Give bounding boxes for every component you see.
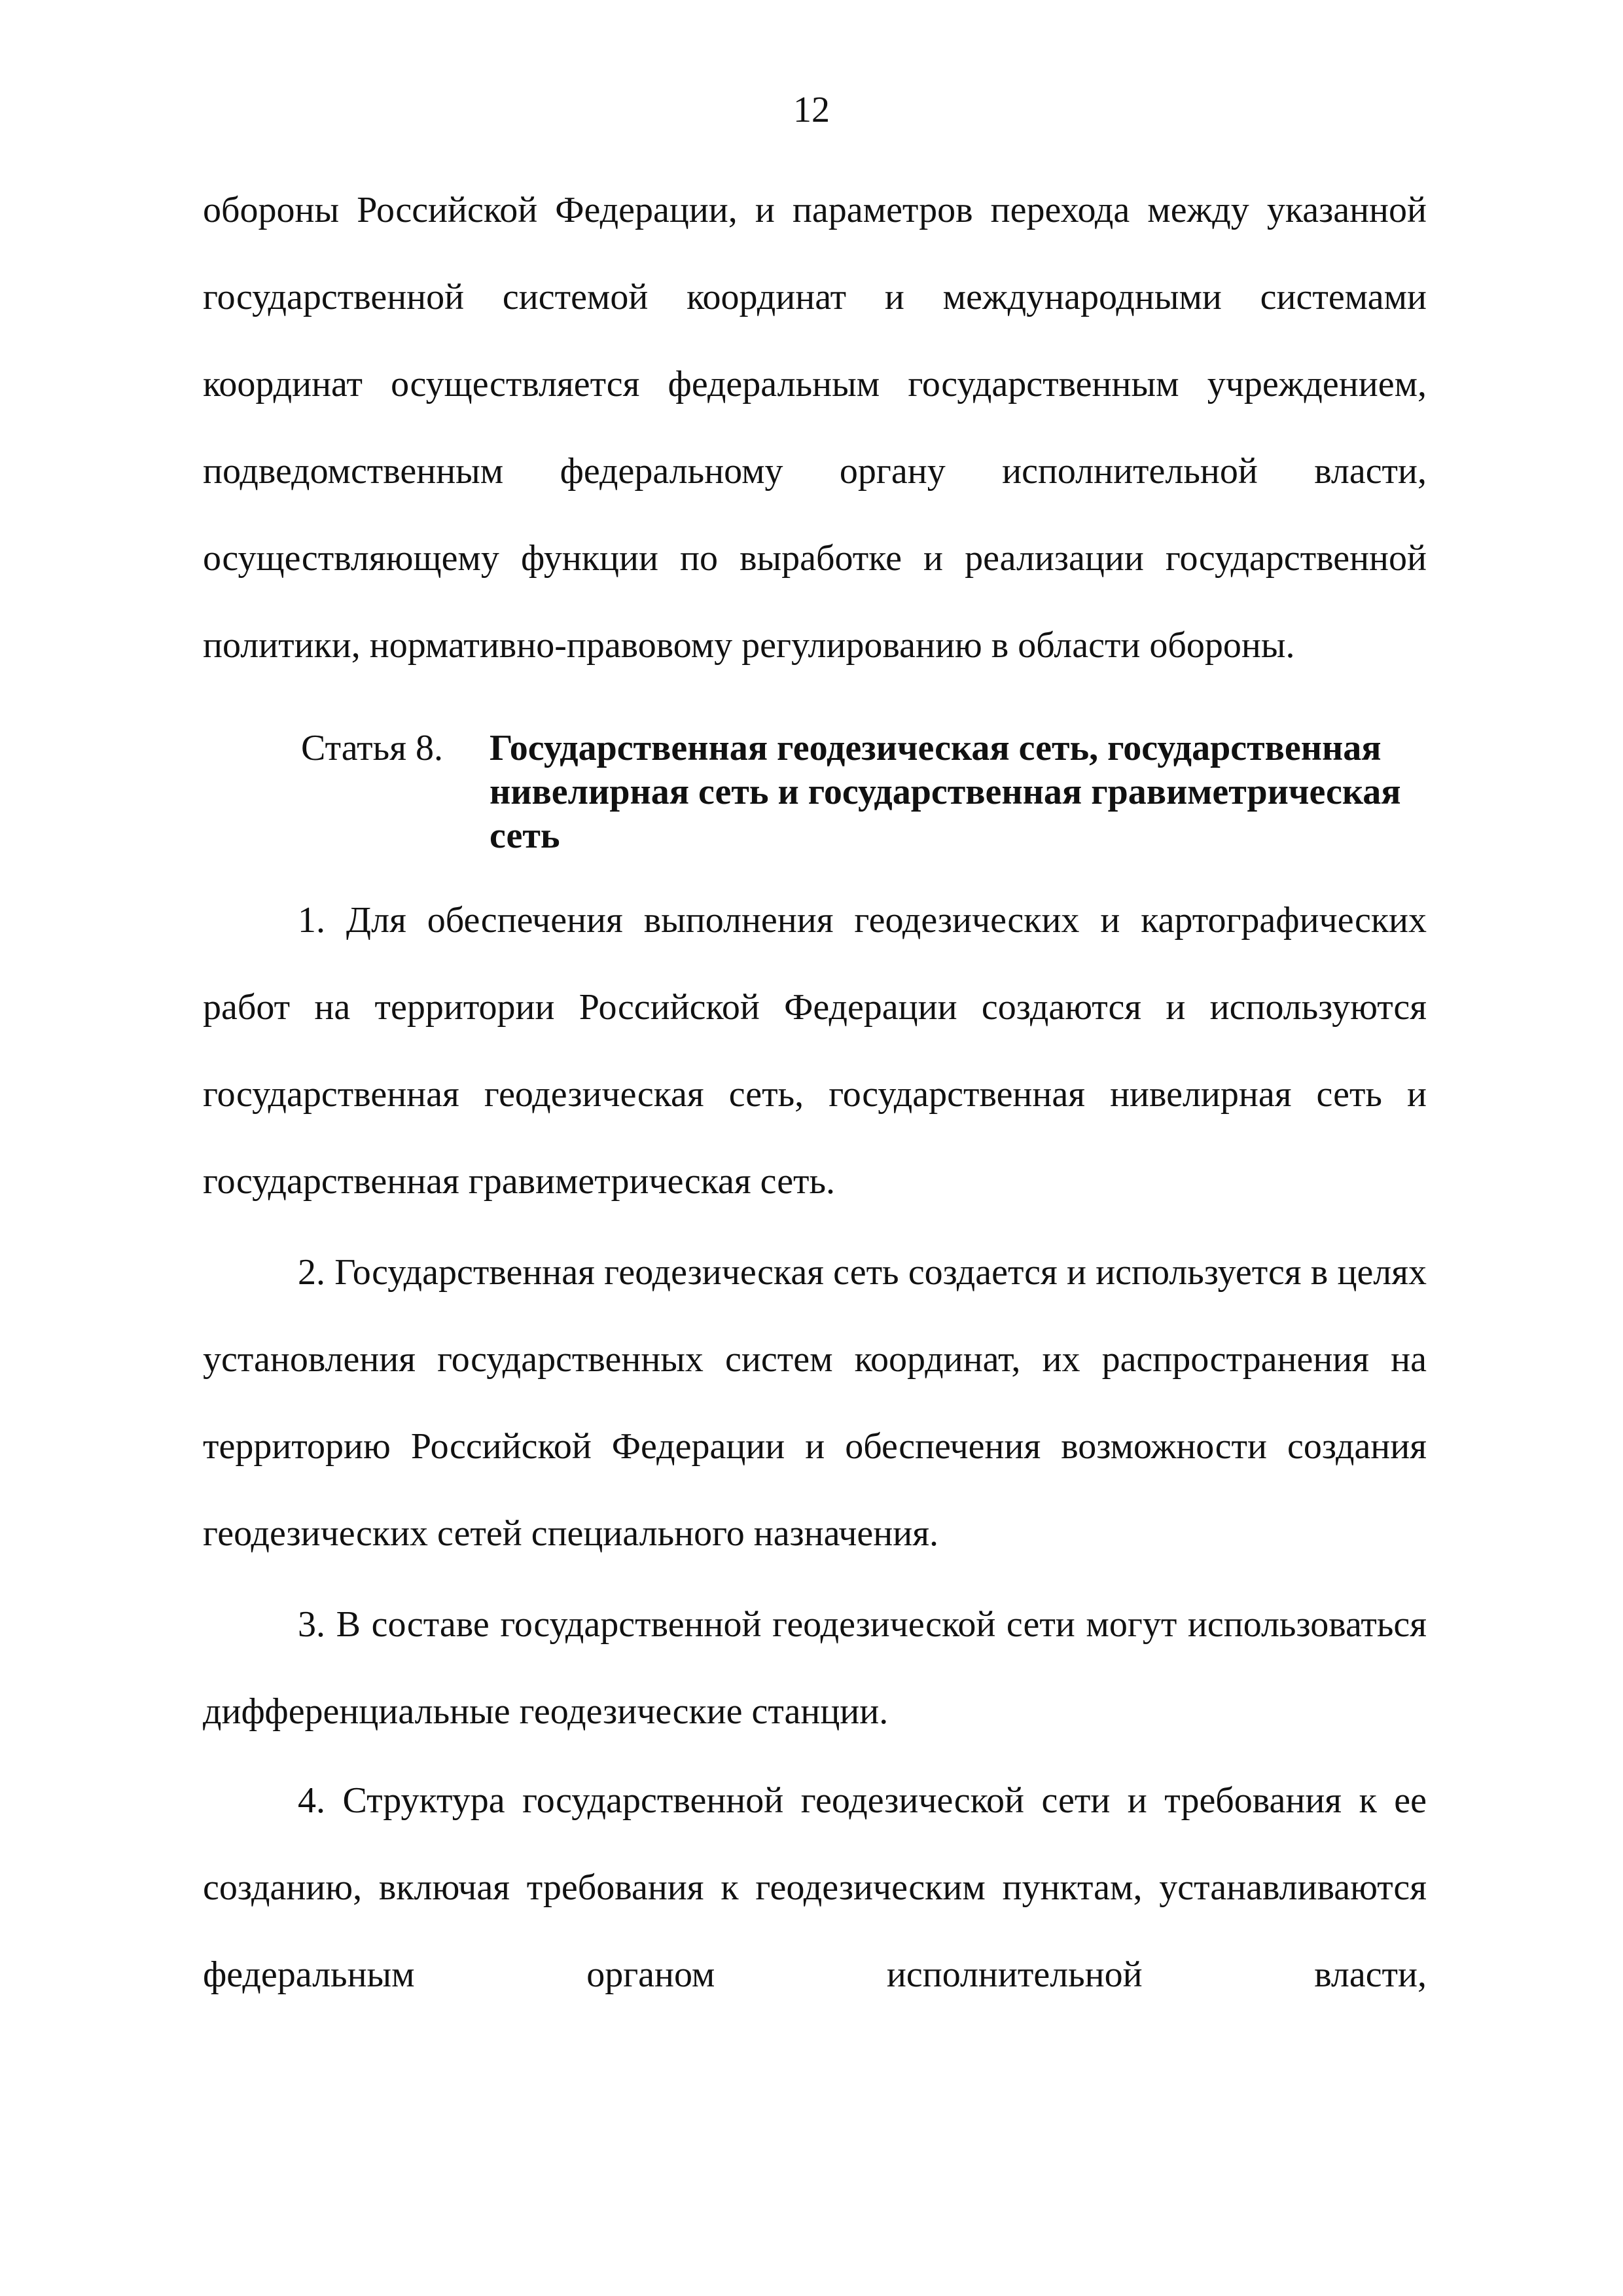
paragraph-2: 2. Государственная геодезическая сеть создается и используется в целях установления государственных систем координат, их распространения на территорию Российской Федерации и обеспечения возможности создания геодезических сетей специального назначения.	[203, 1252, 1427, 1554]
paragraph-4: 4. Структура государственной геодезической сети и требования к ее созданию, включая требования к геодезическим пунктам, устанавливаются федеральным органом исполнительной власти,	[203, 1780, 1427, 1995]
article-label: Статья 8.	[301, 728, 443, 768]
paragraph-1: 1. Для обеспечения выполнения геодезических и картографических работ на территории Российской Федерации создаются и используются государственная геодезическая сеть, государственная нивелирная сеть и государственная гравиметрическая сеть.	[203, 900, 1427, 1202]
page-number: 12	[793, 90, 830, 130]
article-title: Государственная геодезическая сеть, государственная нивелирная сеть и государственная гравиметрическая сеть	[490, 728, 1401, 856]
paragraph-3: 3. В составе государственной геодезической сети могут использоваться дифференциальные геодезические станции.	[203, 1604, 1427, 1732]
paragraph-intro: обороны Российской Федерации, и параметров перехода между указанной государственной системой координат и международными системами координат осуществляется федеральным государственным учреждением, подведомственным федеральному органу исполнительной власти, осуществляющему функции по выработке и реализации государственной политики, нормативно-правовому регулированию в области обороны.	[203, 190, 1427, 666]
